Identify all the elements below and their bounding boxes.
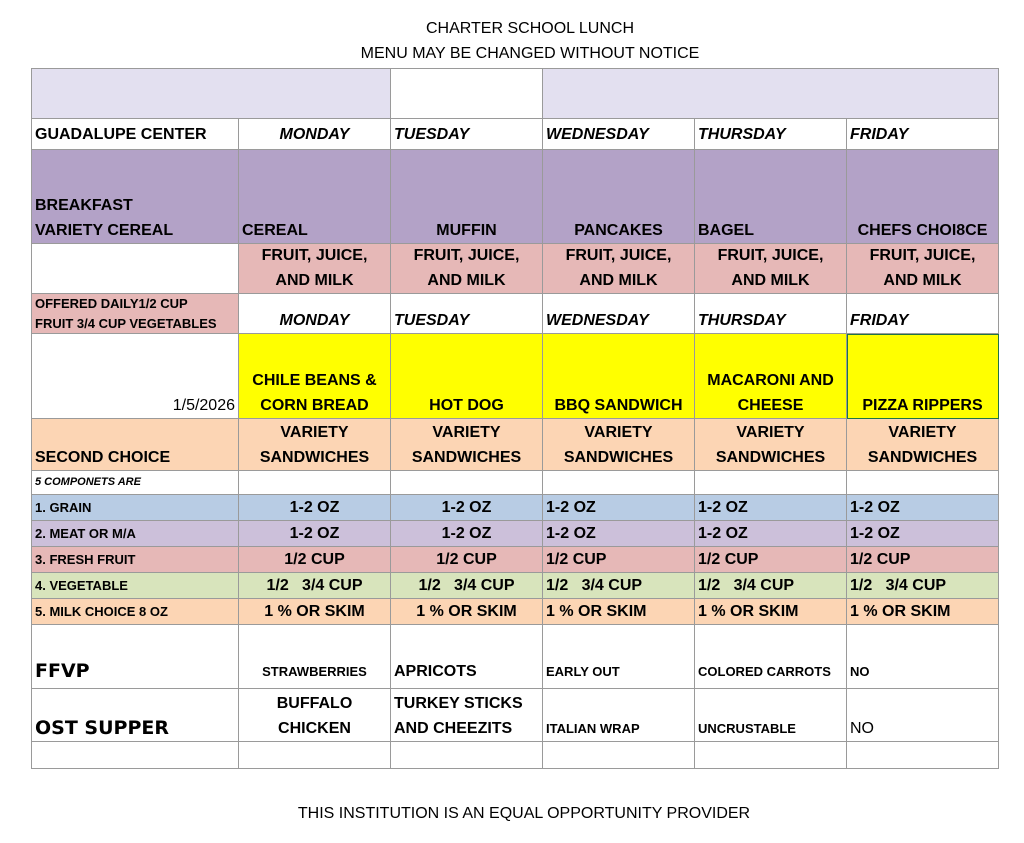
component-meat-monday-text: 1-2 OZ bbox=[289, 525, 340, 542]
sides-monday-text-1: FRUIT, JUICE, bbox=[261, 247, 368, 264]
sides-wednesday-text-2: AND MILK bbox=[579, 272, 658, 289]
ost-supper-tuesday[interactable] bbox=[391, 689, 543, 742]
component-fresh-fruit-monday-text: 1/2 CUP bbox=[284, 551, 345, 568]
sides-friday[interactable] bbox=[847, 244, 999, 294]
component-grain-friday[interactable] bbox=[847, 495, 999, 521]
offered-day-monday-text: MONDAY bbox=[279, 312, 350, 329]
offered-daily-label-text-1: OFFERED DAILY1/2 CUP bbox=[35, 295, 188, 311]
lunch-entree-thursday[interactable] bbox=[695, 334, 847, 419]
component-label-milk-text: 5. MILK CHOICE 8 OZ bbox=[35, 604, 168, 619]
menu-title: CHARTER SCHOOL LUNCH bbox=[425, 20, 635, 37]
ost-supper-label-text: OST SUPPER bbox=[35, 717, 169, 739]
component-grain-tuesday[interactable] bbox=[391, 495, 543, 521]
offered-day-thursday-text: THURSDAY bbox=[698, 312, 786, 329]
component-vegetable-monday[interactable] bbox=[239, 573, 391, 599]
ost-supper-friday[interactable] bbox=[847, 689, 999, 742]
component-vegetable-friday[interactable] bbox=[847, 573, 999, 599]
ffvp-wednesday[interactable] bbox=[543, 625, 695, 689]
second-choice-monday-text-1: VARIETY bbox=[280, 424, 349, 441]
ost-supper-friday-text-2: NO bbox=[850, 720, 874, 737]
blank-row-cell-4[interactable] bbox=[695, 742, 847, 769]
second-choice-friday-text-2: SANDWICHES bbox=[867, 449, 978, 466]
components-heading[interactable] bbox=[31, 471, 239, 495]
component-meat-friday-text: 1-2 OZ bbox=[850, 525, 900, 542]
sides-friday-text-1: FRUIT, JUICE, bbox=[869, 247, 976, 264]
component-meat-thursday[interactable] bbox=[695, 521, 847, 547]
component-milk-wednesday-text: 1 % OR SKIM bbox=[546, 603, 647, 620]
component-label-vegetable[interactable] bbox=[31, 573, 239, 599]
breakfast-item-wednesday[interactable] bbox=[543, 150, 695, 244]
lunch-entree-friday-text-2: PIZZA RIPPERS bbox=[862, 397, 983, 414]
second-choice-friday-text-1: VARIETY bbox=[888, 424, 957, 441]
breakfast-label-text-2: VARIETY CEREAL bbox=[35, 222, 174, 239]
component-label-fresh-fruit[interactable] bbox=[31, 547, 239, 573]
ffvp-thursday-text: COLORED CARROTS bbox=[698, 664, 831, 679]
ost-supper-wednesday[interactable] bbox=[543, 689, 695, 742]
component-grain-wednesday[interactable] bbox=[543, 495, 695, 521]
header-band-middle[interactable] bbox=[391, 68, 543, 119]
day-header-thursday[interactable] bbox=[695, 119, 847, 150]
ffvp-label-text: FFVP bbox=[35, 660, 90, 682]
ost-supper-monday-text-1: BUFFALO bbox=[276, 695, 353, 712]
breakfast-item-thursday[interactable] bbox=[695, 150, 847, 244]
sides-tuesday-text-1: FRUIT, JUICE, bbox=[413, 247, 520, 264]
ost-supper-label[interactable] bbox=[31, 689, 239, 742]
component-fresh-fruit-friday-text: 1/2 CUP bbox=[850, 551, 911, 568]
component-grain-thursday[interactable] bbox=[695, 495, 847, 521]
ost-supper-thursday[interactable] bbox=[695, 689, 847, 742]
ost-supper-tuesday-text-2: AND CHEEZITS bbox=[394, 720, 513, 737]
component-fresh-fruit-monday[interactable] bbox=[239, 547, 391, 573]
second-choice-label-text: SECOND CHOICE bbox=[35, 449, 171, 466]
ost-supper-wednesday-text-2: ITALIAN WRAP bbox=[546, 721, 640, 736]
component-grain-wednesday-text: 1-2 OZ bbox=[546, 499, 596, 516]
breakfast-item-monday[interactable] bbox=[239, 150, 391, 244]
ffvp-friday-text: NO bbox=[850, 664, 870, 679]
lunch-entree-wednesday[interactable] bbox=[543, 334, 695, 419]
component-vegetable-thursday-text: 1/2 3/4 CUP bbox=[698, 577, 795, 594]
ffvp-label[interactable] bbox=[31, 625, 239, 689]
component-meat-tuesday[interactable] bbox=[391, 521, 543, 547]
offered-daily-label[interactable] bbox=[31, 294, 239, 334]
component-grain-friday-text: 1-2 OZ bbox=[850, 499, 900, 516]
component-grain-tuesday-text: 1-2 OZ bbox=[441, 499, 492, 516]
second-choice-wednesday-text-1: VARIETY bbox=[584, 424, 653, 441]
breakfast-label[interactable] bbox=[31, 150, 239, 244]
component-milk-monday[interactable] bbox=[239, 599, 391, 625]
component-fresh-fruit-wednesday[interactable] bbox=[543, 547, 695, 573]
components-heading-blank-4[interactable] bbox=[695, 471, 847, 495]
ffvp-tuesday[interactable] bbox=[391, 625, 543, 689]
blank-row-cell-0[interactable] bbox=[31, 742, 239, 769]
component-fresh-fruit-tuesday-text: 1/2 CUP bbox=[436, 551, 497, 568]
second-choice-thursday-text-1: VARIETY bbox=[736, 424, 805, 441]
second-choice-wednesday[interactable] bbox=[543, 419, 695, 471]
components-heading-blank-2[interactable] bbox=[391, 471, 543, 495]
ffvp-monday[interactable] bbox=[239, 625, 391, 689]
offered-day-wednesday-text: WEDNESDAY bbox=[546, 312, 649, 329]
day-header-wednesday-text: WEDNESDAY bbox=[546, 125, 649, 143]
ost-supper-tuesday-text-1: TURKEY STICKS bbox=[394, 695, 523, 712]
component-vegetable-friday-text: 1/2 3/4 CUP bbox=[850, 577, 947, 594]
day-header-tuesday-text: TUESDAY bbox=[394, 125, 470, 143]
component-milk-thursday[interactable] bbox=[695, 599, 847, 625]
breakfast-item-wednesday-text: PANCAKES bbox=[574, 222, 663, 239]
component-meat-tuesday-text: 1-2 OZ bbox=[441, 525, 492, 542]
blank-row-cell-5[interactable] bbox=[847, 742, 999, 769]
sides-thursday-text-2: AND MILK bbox=[731, 272, 810, 289]
day-header-monday[interactable] bbox=[239, 119, 391, 150]
component-milk-tuesday-text: 1 % OR SKIM bbox=[416, 603, 517, 620]
component-fresh-fruit-thursday-text: 1/2 CUP bbox=[698, 551, 759, 568]
offered-day-tuesday-text: TUESDAY bbox=[394, 312, 470, 329]
lunch-entree-wednesday-text-2: BBQ SANDWICH bbox=[554, 397, 683, 414]
component-label-meat-text: 2. MEAT OR M/A bbox=[35, 526, 136, 541]
ost-supper-monday-text-2: CHICKEN bbox=[278, 720, 351, 737]
components-heading-blank-5[interactable] bbox=[847, 471, 999, 495]
offered-day-monday[interactable] bbox=[239, 294, 391, 334]
blank-row-cell-2[interactable] bbox=[391, 742, 543, 769]
component-meat-thursday-text: 1-2 OZ bbox=[698, 525, 748, 542]
sides-friday-text-2: AND MILK bbox=[883, 272, 962, 289]
sides-monday-text-2: AND MILK bbox=[275, 272, 354, 289]
component-meat-wednesday[interactable] bbox=[543, 521, 695, 547]
blank-row-cell-1[interactable] bbox=[239, 742, 391, 769]
component-label-fresh-fruit-text: 3. FRESH FRUIT bbox=[35, 552, 136, 567]
component-fresh-fruit-wednesday-text: 1/2 CUP bbox=[546, 551, 607, 568]
offered-day-friday[interactable] bbox=[847, 294, 999, 334]
ost-supper-thursday-text-2: UNCRUSTABLE bbox=[698, 721, 796, 736]
component-milk-monday-text: 1 % OR SKIM bbox=[264, 603, 365, 620]
components-heading-text: 5 COMPONETS ARE bbox=[35, 476, 141, 488]
footer-note: THIS INSTITUTION IS AN EQUAL OPPORTUNITY PROVIDER bbox=[297, 805, 751, 822]
sides-tuesday[interactable] bbox=[391, 244, 543, 294]
component-vegetable-tuesday[interactable] bbox=[391, 573, 543, 599]
offered-daily-label-text-2: FRUIT 3/4 CUP VEGETABLES bbox=[35, 315, 217, 331]
day-header-friday-text: FRIDAY bbox=[850, 125, 909, 143]
component-grain-monday-text: 1-2 OZ bbox=[289, 499, 340, 516]
breakfast-item-monday-text: CEREAL bbox=[242, 222, 308, 239]
components-heading-blank-3[interactable] bbox=[543, 471, 695, 495]
offered-day-wednesday[interactable] bbox=[543, 294, 695, 334]
component-grain-thursday-text: 1-2 OZ bbox=[698, 499, 748, 516]
ffvp-tuesday-text: APRICOTS bbox=[394, 663, 477, 680]
offered-day-tuesday[interactable] bbox=[391, 294, 543, 334]
ffvp-friday[interactable] bbox=[847, 625, 999, 689]
component-label-vegetable-text: 4. VEGETABLE bbox=[35, 578, 128, 593]
day-header-monday-text: MONDAY bbox=[279, 125, 350, 143]
breakfast-item-friday[interactable] bbox=[847, 150, 999, 244]
breakfast-item-tuesday[interactable] bbox=[391, 150, 543, 244]
lunch-entree-tuesday[interactable] bbox=[391, 334, 543, 419]
day-header-thursday-text: THURSDAY bbox=[698, 125, 786, 143]
lunch-entree-tuesday-text-2: HOT DOG bbox=[429, 397, 504, 414]
component-milk-tuesday[interactable] bbox=[391, 599, 543, 625]
lunch-date[interactable] bbox=[31, 334, 239, 419]
ffvp-thursday[interactable] bbox=[695, 625, 847, 689]
component-meat-wednesday-text: 1-2 OZ bbox=[546, 525, 596, 542]
sides-monday[interactable] bbox=[239, 244, 391, 294]
component-grain-monday[interactable] bbox=[239, 495, 391, 521]
sides-thursday[interactable] bbox=[695, 244, 847, 294]
breakfast-item-friday-text: CHEFS CHOI8CE bbox=[857, 222, 988, 239]
header-band-left[interactable] bbox=[31, 68, 391, 119]
components-heading-blank-1[interactable] bbox=[239, 471, 391, 495]
component-milk-friday[interactable] bbox=[847, 599, 999, 625]
second-choice-monday-text-2: SANDWICHES bbox=[259, 449, 370, 466]
header-band-right[interactable] bbox=[543, 68, 999, 119]
breakfast-item-tuesday-text: MUFFIN bbox=[436, 222, 497, 239]
day-header-tuesday[interactable] bbox=[391, 119, 543, 150]
component-fresh-fruit-friday[interactable] bbox=[847, 547, 999, 573]
second-choice-tuesday-text-1: VARIETY bbox=[432, 424, 501, 441]
lunch-entree-friday[interactable] bbox=[847, 334, 999, 419]
component-fresh-fruit-tuesday[interactable] bbox=[391, 547, 543, 573]
days-row-label-text: GUADALUPE CENTER bbox=[35, 125, 207, 143]
component-fresh-fruit-thursday[interactable] bbox=[695, 547, 847, 573]
lunch-entree-monday-text-2: CORN BREAD bbox=[260, 397, 369, 414]
component-vegetable-thursday[interactable] bbox=[695, 573, 847, 599]
lunch-entree-monday-text-1: CHILE BEANS & bbox=[252, 372, 377, 389]
sides-tuesday-text-2: AND MILK bbox=[427, 272, 506, 289]
breakfast-item-thursday-text: BAGEL bbox=[698, 222, 754, 239]
ffvp-monday-text: STRAWBERRIES bbox=[262, 664, 367, 679]
sides-wednesday-text-1: FRUIT, JUICE, bbox=[565, 247, 672, 264]
component-milk-wednesday[interactable] bbox=[543, 599, 695, 625]
offered-day-thursday[interactable] bbox=[695, 294, 847, 334]
days-row-label[interactable] bbox=[31, 119, 239, 150]
component-label-milk[interactable] bbox=[31, 599, 239, 625]
day-header-wednesday[interactable] bbox=[543, 119, 695, 150]
second-choice-friday[interactable] bbox=[847, 419, 999, 471]
menu-subtitle: MENU MAY BE CHANGED WITHOUT NOTICE bbox=[360, 45, 700, 62]
lunch-entree-thursday-text-1: MACARONI AND bbox=[707, 372, 834, 389]
day-header-friday[interactable] bbox=[847, 119, 999, 150]
component-vegetable-monday-text: 1/2 3/4 CUP bbox=[266, 577, 363, 594]
lunch-entree-monday[interactable] bbox=[239, 334, 391, 419]
sides-thursday-text-1: FRUIT, JUICE, bbox=[717, 247, 824, 264]
second-choice-wednesday-text-2: SANDWICHES bbox=[563, 449, 674, 466]
sides-label[interactable] bbox=[31, 244, 239, 294]
component-milk-friday-text: 1 % OR SKIM bbox=[850, 603, 951, 620]
component-meat-friday[interactable] bbox=[847, 521, 999, 547]
component-milk-thursday-text: 1 % OR SKIM bbox=[698, 603, 799, 620]
breakfast-label-text-1: BREAKFAST bbox=[35, 197, 133, 214]
sides-wednesday[interactable] bbox=[543, 244, 695, 294]
component-vegetable-wednesday-text: 1/2 3/4 CUP bbox=[546, 577, 643, 594]
ost-supper-monday[interactable] bbox=[239, 689, 391, 742]
second-choice-thursday-text-2: SANDWICHES bbox=[715, 449, 826, 466]
blank-row-cell-3[interactable] bbox=[543, 742, 695, 769]
second-choice-label[interactable] bbox=[31, 419, 239, 471]
component-meat-monday[interactable] bbox=[239, 521, 391, 547]
lunch-entree-thursday-text-2: CHEESE bbox=[737, 397, 804, 414]
second-choice-tuesday-text-2: SANDWICHES bbox=[411, 449, 522, 466]
component-label-grain-text: 1. GRAIN bbox=[35, 500, 92, 515]
second-choice-monday[interactable] bbox=[239, 419, 391, 471]
ffvp-wednesday-text: EARLY OUT bbox=[546, 664, 620, 679]
lunch-date-text: 1/5/2026 bbox=[172, 397, 235, 414]
component-vegetable-wednesday[interactable] bbox=[543, 573, 695, 599]
component-label-grain[interactable] bbox=[31, 495, 239, 521]
offered-day-friday-text: FRIDAY bbox=[850, 312, 909, 329]
component-label-meat[interactable] bbox=[31, 521, 239, 547]
second-choice-tuesday[interactable] bbox=[391, 419, 543, 471]
second-choice-thursday[interactable] bbox=[695, 419, 847, 471]
component-vegetable-tuesday-text: 1/2 3/4 CUP bbox=[418, 577, 515, 594]
